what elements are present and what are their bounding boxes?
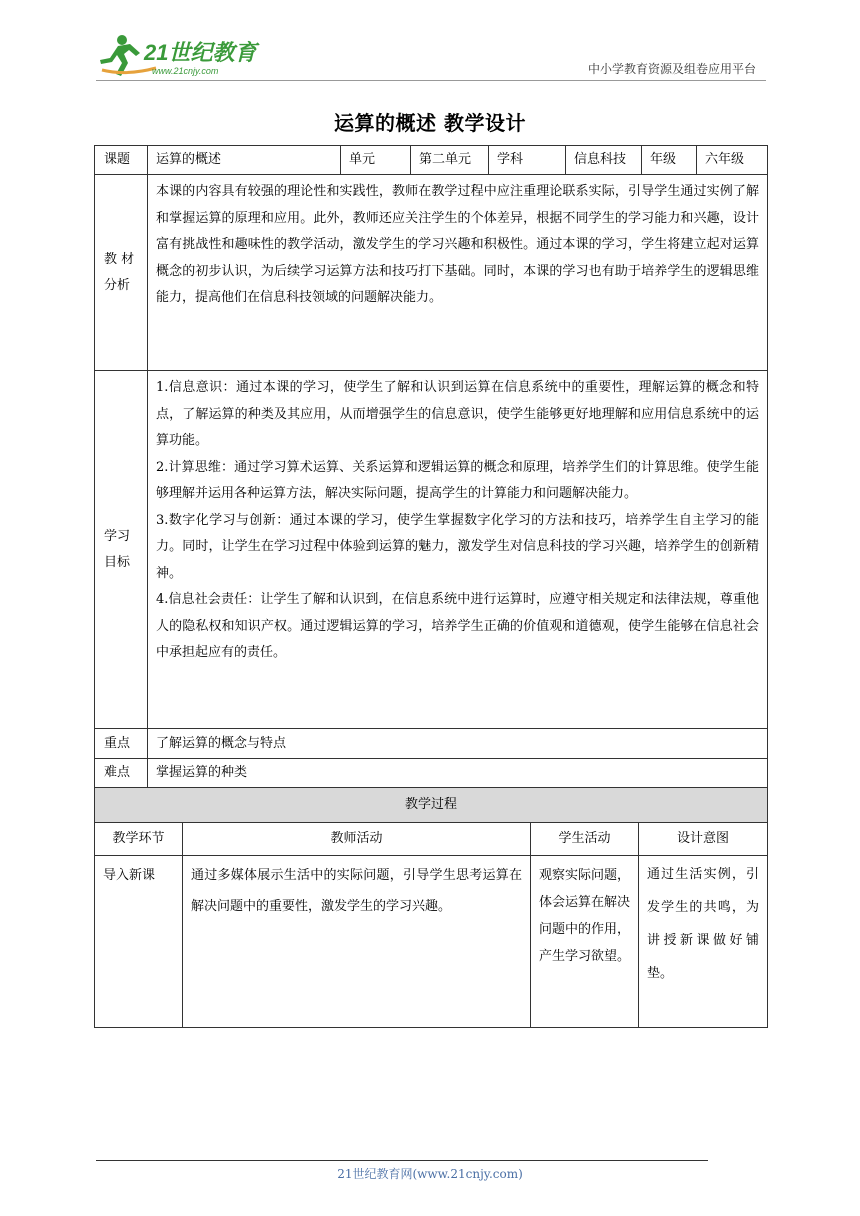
- running-person-logo-icon: [96, 30, 266, 80]
- site-tagline: 中小学教育资源及组卷应用平台: [587, 62, 756, 76]
- grade-value: 六年级: [697, 146, 768, 175]
- difficult-point-label: 难点: [95, 759, 148, 788]
- grade-label: 年级: [642, 146, 697, 175]
- objectives-list: [148, 371, 768, 729]
- subject-value: 信息科技: [566, 146, 642, 175]
- header-divider: [96, 80, 766, 81]
- site-logo: [96, 30, 266, 80]
- teaching-process-table: [94, 787, 768, 1028]
- process-header-intent: 设计意图: [639, 823, 768, 856]
- lesson-info-table: [94, 145, 768, 788]
- objective-item: 1.信息意识：通过本课的学习，使学生了解和认识到运算在信息系统中的重要性，理解运算的概念和特点，了解运算的种类及其应用，从而增强学生的信息意识，使学生能够更好地理解和应用信息系统中的运算功能。: [156, 380, 759, 448]
- table-row: [95, 856, 768, 1028]
- row-teacher-activity: 通过多媒体展示生活中的实际问题，引导学生思考运算在解决问题中的重要性，激发学生的学习兴趣。: [183, 856, 531, 1028]
- analysis-label: 教 材 分析: [95, 175, 148, 371]
- row-stage: 导入新课: [95, 856, 183, 1028]
- logo-text: 21世纪教育: [144, 40, 257, 65]
- document-title: 运算的概述 教学设计: [334, 111, 526, 135]
- row-design-intent: 通过生活实例，引发学生的共鸣，为讲授新课做好铺垫。: [639, 856, 768, 1028]
- difficult-point-value: 掌握运算的种类: [148, 759, 768, 788]
- unit-label: 单元: [341, 146, 411, 175]
- process-header-student: 学生活动: [531, 823, 639, 856]
- process-title: 教学过程: [95, 788, 768, 823]
- subject-label: 学科: [489, 146, 566, 175]
- objective-item: 4.信息社会责任：让学生了解和认识到，在信息系统中进行运算时，应遵守相关规定和法律法规，尊重他人的隐私权和知识产权。通过逻辑运算的学习，培养学生正确的价值观和道德观，使学生能够在信息社会中承担起应有的责任。: [156, 592, 759, 660]
- key-point-label: 重点: [95, 729, 148, 759]
- key-point-value: 了解运算的概念与特点: [148, 729, 768, 759]
- row-student-activity: 观察实际问题，体会运算在解决问题中的作用，产生学习欲望。: [531, 856, 639, 1028]
- unit-value: 第二单元: [411, 146, 489, 175]
- analysis-text: 本课的内容具有较强的理论性和实践性，教师在教学过程中应注重理论联系实际，引导学生通过实例了解和掌握运算的原理和应用。此外，教师还应关注学生的个体差异，根据不同学生的学习能力和兴趣，设计富有挑战性和趣味性的教学活动，激发学生的学习兴趣和积极性。通过本课的学习，学生将建立起对运算概念的初步认识，为后续学习运算方法和技巧打下基础。同时，本课的学习也有助于培养学生的逻辑思维能力，提高他们在信息科技领域的问题解决能力。: [148, 175, 768, 371]
- footer-text: 21世纪教育网(www.21cnjy.com): [337, 1167, 523, 1181]
- logo-url: www.21cnjy.com: [152, 66, 219, 76]
- objective-item: 3.数字化学习与创新：通过本课的学习，使学生掌握数字化学习的方法和技巧，培养学生自主学习的能力。同时，让学生在学习过程中体验到运算的魅力，激发学生对信息科技的学习兴趣，培养学生的创新精神。: [156, 512, 759, 581]
- topic-label: 课题: [95, 146, 148, 175]
- objective-item: 2.计算思维：通过学习算术运算、关系运算和逻辑运算的概念和原理，培养学生们的计算思维。使学生能够理解并运用各种运算方法，解决实际问题，提高学生的计算能力和问题解决能力。: [156, 459, 759, 501]
- topic-value: 运算的概述: [148, 146, 341, 175]
- process-header-stage: 教学环节: [95, 823, 183, 856]
- process-header-teacher: 教师活动: [183, 823, 531, 856]
- objectives-label: 学习 目标: [95, 371, 148, 729]
- footer-divider: [96, 1160, 708, 1161]
